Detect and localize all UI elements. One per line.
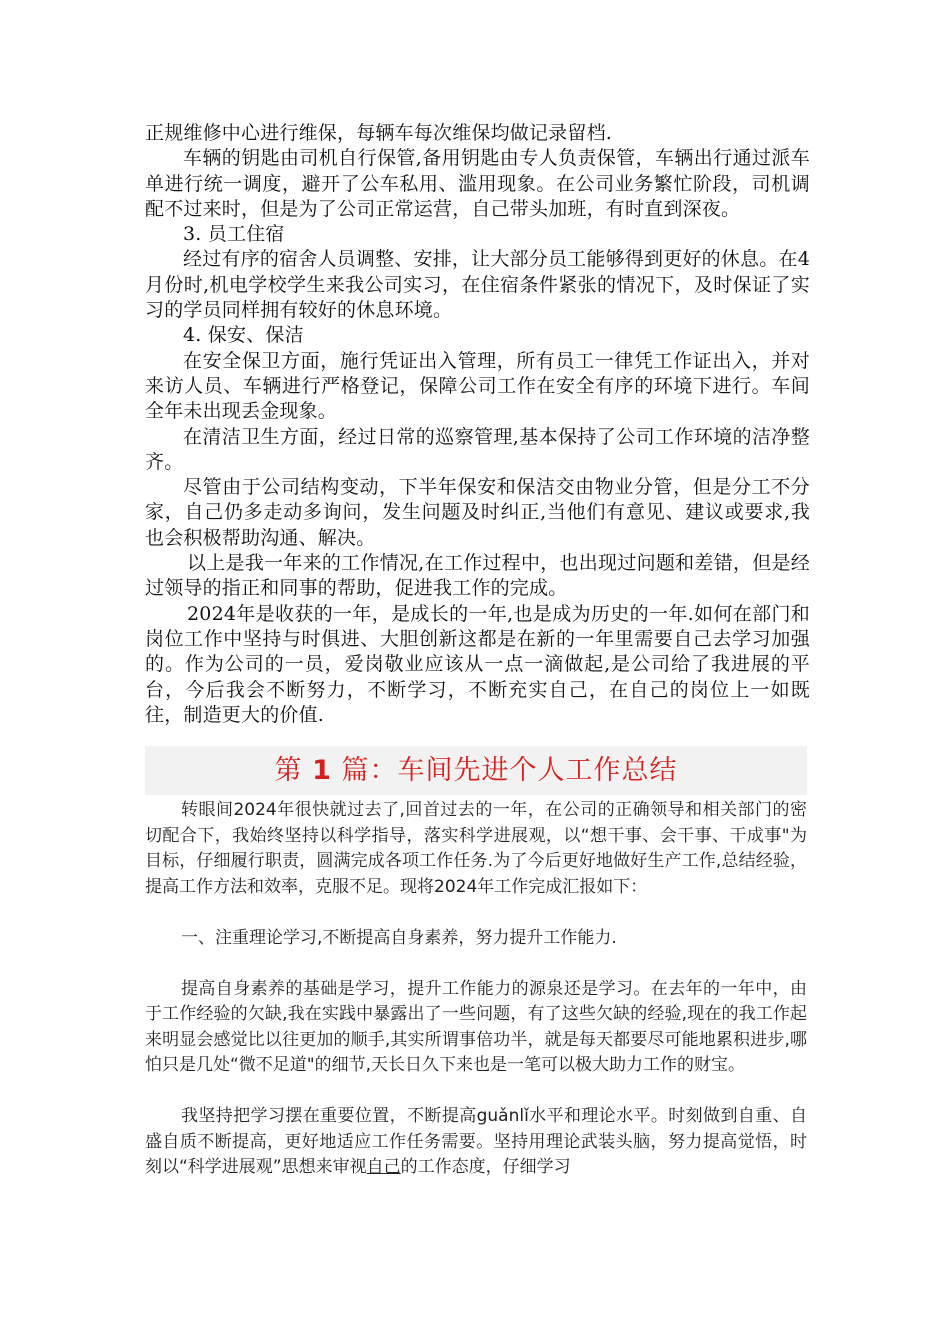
- section-title: [145, 746, 807, 795]
- text-run: 的工作态度，仔细学习: [400, 1157, 571, 1177]
- paragraph: 正规维修中心进行维保，每辆车每次维保均做记录留档.: [145, 122, 613, 144]
- paragraph: 尽管由于公司结构变动，下半年保安和保洁交由物业分管，但是分工不分家，自己仍多走动多询问，发生问题及时纠正,当他们有意见、建议或要求,我也会积极帮助沟通、解决。: [145, 476, 810, 549]
- paragraph: 在清洁卫生方面，经过日常的巡察管理,基本保持了公司工作环境的洁净整齐。: [145, 425, 810, 473]
- article-body: [145, 798, 807, 1206]
- paragraph: 转眼间2024年很快就过去了,回首过去的一年，在公司的正确领导和相关部门的密切配合下，我始终坚持以科学指导，落实科学进展观，以“想干事、会干事、干成事"为目标，仔细履行职责，圆满完成各项工作任务.为了今后更好地做好生产工作,总结经验，提高工作方法和效率，克服不足。现将2024年工作完成汇报如下：: [145, 800, 807, 897]
- paragraph: [145, 1104, 807, 1181]
- report-continuation: [145, 121, 810, 728]
- underlined-text: 自己: [366, 1157, 401, 1177]
- paragraph: 车辆的钥匙由司机自行保管,备用钥匙由专人负责保管，车辆出行通过派车单进行统一调度，避开了公车私用、滥用现象。在公司业务繁忙阶段，司机调配不过来时，但是为了公司正常运营，自己带头加班，有时直到深夜。: [145, 147, 810, 220]
- list-heading-security-cleaning: 4. 保安、保洁: [183, 324, 304, 347]
- text-run: 我坚持把学习摆在重要位置，不断提高guǎnlǐ水平和理论水平。时刻做到自重、自盛自质不断提高，更好地适应工作任务需要。坚持用理论武装头脑，努力提高觉悟，时刻以“科学进展观”思想来审视: [145, 1106, 807, 1177]
- subheading: 一、注重理论学习,不断提高自身素养，努力提升工作能力.: [181, 927, 617, 948]
- paragraph: 以上是我一年来的工作情况,在工作过程中，也出现过问题和差错，但是经过领导的指正和同事的帮助，促进我工作的完成。: [145, 552, 810, 600]
- paragraph: 在安全保卫方面，施行凭证出入管理，所有员工一律凭工作证出入，并对来访人员、车辆进行严格登记，保障公司工作在安全有序的环境下进行。车间全年未出现丢金现象。: [145, 349, 810, 423]
- section-title-text: 篇：车间先进个人工作总结: [341, 755, 678, 786]
- section-title-number: 1: [312, 755, 332, 786]
- paragraph: 经过有序的宿舍人员调整、安排，让大部分员工能够得到更好的休息。在4月份时,机电学校学生来我公司实习，在住宿条件紧张的情况下，及时保证了实习的学员同样拥有较好的休息环境。: [145, 248, 810, 322]
- list-heading-staff-housing: 3. 员工住宿: [183, 223, 285, 246]
- paragraph: 提高自身素养的基础是学习，提升工作能力的源泉还是学习。在去年的一年中，由于工作经验的欠缺,我在实践中暴露出了一些问题，有了这些欠缺的经验,现在的我工作起来明显会感觉比以往更加的顺手,其实所谓事倍功半，就是每天都要尽可能地累积进步,哪怕只是几处“微不足道"的细节,天长日久下来也是一笔可以极大助力工作的财宝。: [145, 978, 807, 1075]
- section-title-prefix: 第: [274, 755, 303, 786]
- paragraph: 2024年是收获的一年，是成长的一年,也是成为历史的一年.如何在部门和岗位工作中坚持与时俱进、大胆创新这都是在新的一年里需要自己去学习加强的。作为公司的一员，爱岗敬业应该从一点一滴做起,是公司给了我进展的平台，今后我会不断努力，不断学习，不断充实自己，在自己的岗位上一如既往，制造更大的价值.: [145, 602, 810, 726]
